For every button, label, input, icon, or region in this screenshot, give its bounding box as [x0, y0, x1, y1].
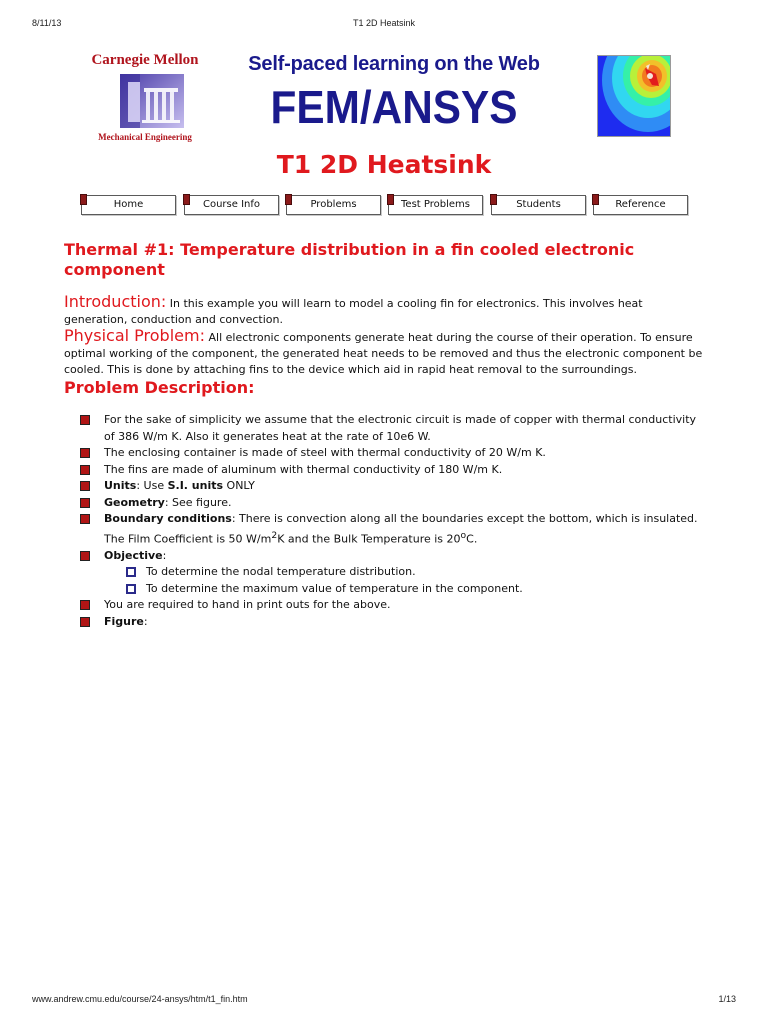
objective-sublist	[104, 564, 704, 597]
nav-marker-icon	[490, 194, 497, 205]
boundary-conditions-label: Boundary conditions	[104, 512, 232, 525]
problem-description-list	[64, 412, 704, 630]
objective-label: Objective	[104, 548, 163, 562]
nav-label: Home	[113, 199, 144, 210]
nav-marker-icon	[285, 194, 292, 205]
sub-list-item-text: To determine the nodal temperature distribution.	[146, 565, 416, 579]
nav-students-button[interactable]	[491, 195, 586, 215]
bc-text-1: : There is convection along all the boundaries except the bottom, which is insulated. The Film Coefficient is 50 W/m	[104, 512, 698, 546]
figure-colon: :	[143, 614, 148, 628]
list-item	[64, 412, 704, 445]
list-item-text: The fins are made of aluminum with thermal conductivity of 180 W/m K.	[104, 462, 503, 476]
nav-marker-icon	[183, 194, 190, 205]
list-item-text: The enclosing container is made of steel with thermal conductivity of 20 W/m K.	[104, 446, 546, 459]
sub-list-item	[104, 564, 704, 581]
units-label: Units	[104, 479, 137, 492]
nav-test-problems-button[interactable]	[388, 195, 483, 215]
list-item	[64, 495, 704, 512]
page-number: 1/13	[718, 994, 736, 1004]
nav-label: Reference	[615, 199, 666, 210]
page-url[interactable]: www.andrew.cmu.edu/course/24-ansys/htm/t1_fin.htm	[32, 994, 248, 1004]
list-item	[64, 462, 704, 479]
bullet-square-icon	[80, 617, 90, 627]
nav-label: Test Problems	[401, 199, 470, 210]
university-name: Carnegie Mellon	[91, 52, 199, 68]
bullet-square-icon	[80, 551, 90, 561]
print-title: T1 2D Heatsink	[352, 18, 416, 28]
cmu-building-logo-icon	[120, 74, 184, 128]
page-title: T1 2D Heatsink	[276, 150, 492, 179]
units-text: : Use	[136, 479, 168, 492]
physical-problem-text: All electronic components generate heat during the course of their operation. To ensure optimal working of the component, the generated heat needs to be removed and thus the electronic component be cooled. This is done by attaching fins to the device which aid in rapid heat removal to the surroundings.	[64, 331, 703, 376]
nav-course-info-button[interactable]	[184, 195, 279, 215]
problem-description-heading: Problem Description:	[64, 378, 255, 397]
bullet-square-icon	[80, 415, 90, 425]
temperature-contour-image	[597, 55, 671, 137]
sub-list-item	[104, 581, 704, 598]
nav-marker-icon	[387, 194, 394, 205]
main-nav	[0, 195, 768, 219]
units-suffix: ONLY	[223, 479, 255, 492]
bullet-square-icon	[80, 498, 90, 508]
hollow-square-bullet-icon	[126, 584, 136, 594]
print-header	[32, 18, 736, 30]
cmu-logo[interactable]	[70, 50, 220, 146]
list-item	[64, 548, 704, 598]
nav-problems-button[interactable]	[286, 195, 381, 215]
nav-label: Problems	[310, 199, 357, 210]
department-name: Mechanical Engineering	[98, 132, 192, 142]
problem-heading: Thermal #1: Temperature distribution in a fin cooled electronic component	[64, 240, 635, 279]
main-content	[64, 240, 704, 630]
site-name: FEM/ANSYS	[270, 81, 518, 133]
list-item	[64, 445, 704, 462]
nav-marker-icon	[80, 194, 87, 205]
nav-label: Students	[516, 199, 561, 210]
print-footer	[32, 994, 736, 1006]
introduction-label: Introduction:	[64, 292, 167, 311]
list-item	[64, 511, 704, 548]
units-bold: S.I. units	[167, 479, 224, 492]
bullet-square-icon	[80, 481, 90, 491]
bc-text-3: C.	[466, 532, 478, 546]
nav-home-button[interactable]	[81, 195, 176, 215]
list-item-text: For the sake of simplicity we assume that the electronic circuit is made of copper with thermal conductivity of 386 W/m K. Also it generates heat at the rate of 10e6 W.	[104, 413, 697, 443]
bullet-square-icon	[80, 465, 90, 475]
geometry-text: : See figure.	[164, 495, 232, 509]
physical-problem-paragraph	[64, 328, 704, 378]
geometry-label: Geometry	[104, 495, 165, 509]
site-tagline: Self-paced learning on the Web	[248, 53, 540, 75]
bullet-square-icon	[80, 600, 90, 610]
introduction-paragraph	[64, 294, 704, 328]
list-item	[64, 597, 704, 614]
bc-superscript-squared: 2	[271, 529, 278, 541]
bullet-square-icon	[80, 514, 90, 524]
list-item-text: You are required to hand in print outs for the above.	[104, 598, 391, 612]
bullet-square-icon	[80, 448, 90, 458]
print-date: 8/11/13	[32, 18, 62, 28]
bc-superscript-degree: o	[460, 529, 467, 541]
physical-problem-label: Physical Problem:	[64, 326, 205, 345]
list-item	[64, 478, 704, 495]
sub-list-item-text: To determine the maximum value of temperature in the component.	[146, 581, 523, 595]
bc-text-2: K and the Bulk Temperature is 20	[277, 532, 461, 546]
nav-marker-icon	[592, 194, 599, 205]
list-item	[64, 614, 704, 631]
objective-colon: :	[162, 548, 167, 562]
nav-label: Course Info	[202, 199, 261, 210]
hollow-square-bullet-icon	[126, 567, 136, 577]
introduction-text: In this example you will learn to model a cooling fin for electronics. This involves heat generation, conduction and convection.	[64, 297, 643, 326]
nav-reference-button[interactable]	[593, 195, 688, 215]
figure-label: Figure	[104, 614, 144, 628]
